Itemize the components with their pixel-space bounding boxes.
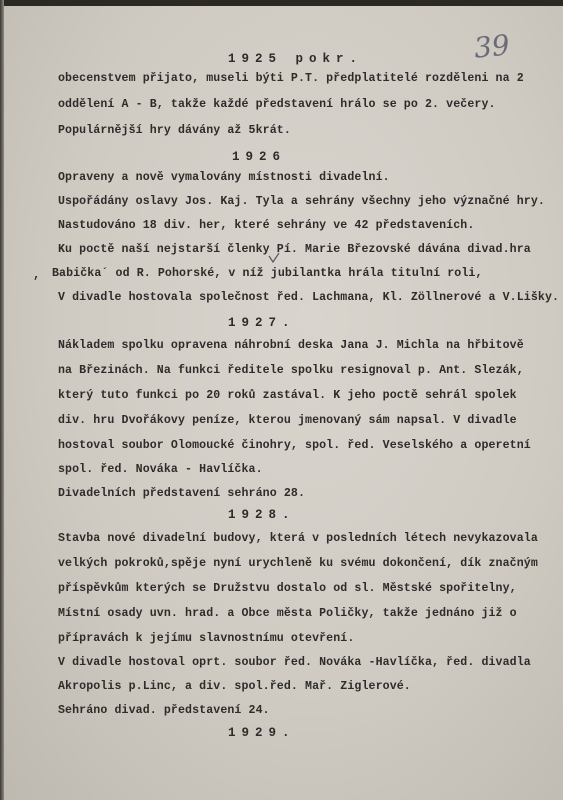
text-line: spol. řed. Nováka - Havlíčka. — [58, 463, 263, 476]
text-line: Babička´ od R. Pohorské, v níž jubilantka hrála titulní roli, — [52, 267, 483, 280]
heading-1928: 1928. — [228, 508, 296, 522]
heading-1925: 1925 pokr. — [228, 52, 364, 66]
text-line: který tuto funkci po 20 roků zastával. K jeho poctě sehrál spolek — [58, 389, 517, 402]
text-line: příspěvkům kterých se Družstvu dostalo od sl. Městské spořitelny, — [58, 582, 517, 595]
text-line: Stavba nové divadelní budovy, která v posledních létech nevykazovala — [58, 532, 538, 545]
margin-mark: , — [33, 268, 41, 282]
text-line: Ku poctě naší nejstarší členky Pí. Marie Březovské dávána divad.hra — [58, 243, 531, 256]
text-line: Nákladem spolku opravena náhrobní deska Jana J. Michla na hřbitově — [58, 339, 524, 352]
heading-1926: 1926 — [232, 150, 287, 164]
text-line: přípravách k jejímu slavnostnímu otevření. — [58, 632, 355, 645]
text-line: Nastudováno 18 div. her, které sehrány ve 42 představeních. — [58, 219, 475, 232]
text-line: Akropolis p.Linc, a div. spol.řed. Mař. Ziglerové. — [58, 680, 411, 693]
scan-edge-top — [0, 0, 563, 6]
text-line: Populárnější hry dávány až 5krát. — [58, 124, 291, 137]
heading-1929: 1929. — [228, 726, 296, 740]
handwritten-tick-icon — [268, 252, 280, 264]
text-line: oddělení A - B, takže každé představení hrálo se po 2. večery. — [58, 98, 496, 111]
text-line: Opraveny a nově vymalovány místnosti divadelní. — [58, 171, 390, 184]
text-line: hostoval soubor Olomoucké činohry, spol. řed. Veselského a operetní — [58, 439, 531, 452]
text-line: Divadelních představení sehráno 28. — [58, 487, 306, 500]
text-line: Sehráno divad. představení 24. — [58, 704, 270, 717]
text-line: na Březinách. Na funkci ředitele spolku resignoval p. Ant. Slezák, — [58, 364, 524, 377]
handwritten-page-number: 39 — [472, 28, 512, 65]
text-line: V divadle hostovala společnost řed. Lachmana, Kl. Zöllnerové a V.Lišky. — [58, 291, 560, 304]
text-line: velkých pokroků,spěje nyní urychleně ku svému dokončení, dík značným — [58, 557, 538, 570]
scan-edge-left — [0, 0, 4, 800]
heading-1927: 1927. — [228, 316, 296, 330]
text-line: obecenstvem přijato, museli býti P.T. předplatitelé rozděleni na 2 — [58, 72, 524, 85]
text-line: Místní osady uvn. hrad. a Obce města Poličky, takže jednáno již o — [58, 607, 517, 620]
text-line: div. hru Dvořákovy peníze, kterou jmenovaný sám napsal. V divadle — [58, 414, 517, 427]
text-line: Uspořádány oslavy Jos. Kaj. Tyla a sehrány všechny jeho význačné hry. — [58, 195, 545, 208]
text-line: V divadle hostoval oprt. soubor řed. Nováka -Havlíčka, řed. divadla — [58, 656, 531, 669]
